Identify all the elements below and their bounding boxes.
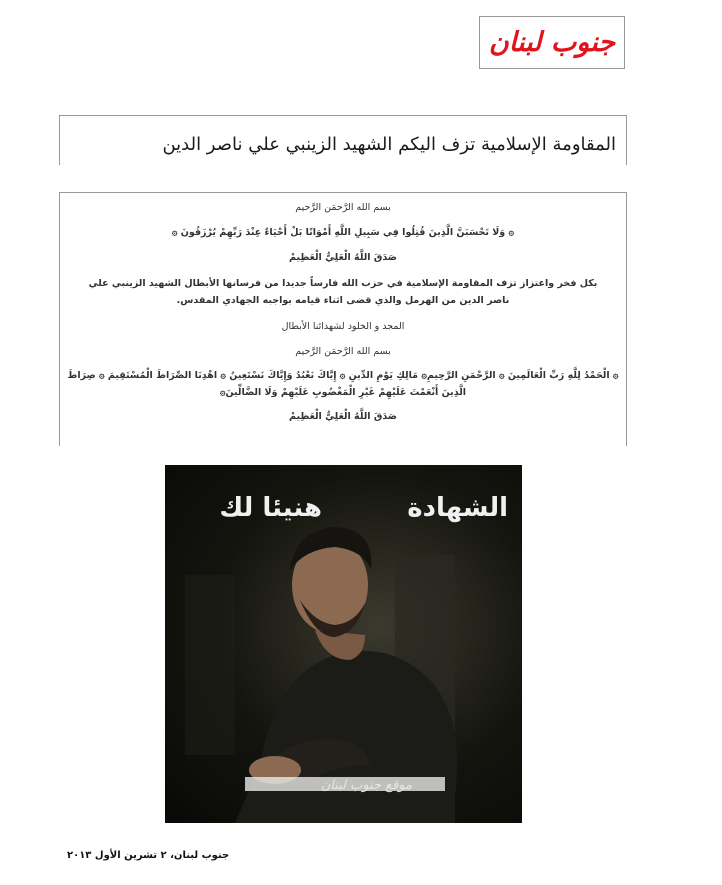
article-title-box xyxy=(59,115,627,165)
photo-caption-martyrdom: الشهادة xyxy=(407,493,508,523)
site-logo[interactable] xyxy=(479,16,625,69)
quran-verse-1: ۞ وَلَا تَحْسَبَنَّ الَّذِينَ قُتِلُوا فِي سَبِيلِ اللَّهِ أَمْوَاتًا بَلْ أَحْيَاءٌ عِنْدَ رَبِّهِمْ يُرْزَقُونَ ۞ xyxy=(171,227,515,238)
page-footer: جنوب لبنان، ٢ تشرين الأول ٢٠١٣ xyxy=(67,850,230,861)
basmala-2: بسم الله الرَّحمَن الرَّحيم xyxy=(295,346,391,357)
basmala-1: بسم الله الرَّحمَن الرَّحيم xyxy=(295,202,391,213)
photo-caption-congrats: هنيئا لك xyxy=(219,493,322,523)
sadaqa-1: صَدَقَ اللَّهُ الْعَلِيُّ الْعَظِيمْ xyxy=(289,252,397,263)
announcement-paragraph: بكل فخر واعتزاز تزف المقاومة الإسلامية في حزب الله فارساً جديدا من فرسانها الأبطال الشهيد الزينبي علي ناصر الدين من الهرمل والذي قضى اثناء قيامه بواجبه الجهادي المقدس. xyxy=(88,278,598,306)
fatiha-verse: ۞ الْحَمْدُ لِلَّهِ رَبِّ الْعَالَمِينَ ۞ الرَّحْمَنِ الرَّحِيمِ۞ مَالِكِ يَوْمِ الدِّينِ ۞ إِيَّاكَ نَعْبُدُ وَإِيَّاكَ نَسْتَعِينُ ۞ اهْدِنَا الصِّرَاطَ الْمُسْتَقِيمَ ۞ صِرَاطَ الَّذِينَ أَنْعَمْتَ عَلَيْهِمْ غَيْرِ الْمَغْضُوبِ عَلَيْهِمْ وَلَا الضَّالِّينَ۞ xyxy=(67,370,619,398)
article-body xyxy=(59,192,627,446)
site-logo-text: جنوب لبنان xyxy=(488,27,616,58)
sadaqa-2: صَدَقَ اللَّهُ الْعَلِيُّ الْعَظِيمْ xyxy=(289,411,397,422)
photo-watermark: موقع جنوب لبنان xyxy=(320,778,412,793)
martyr-photo xyxy=(165,465,522,823)
glory-line: المجد و الخلود لشهدائنا الأبطال xyxy=(281,321,405,332)
article-title: المقاومة الإسلامية تزف اليكم الشهيد الزينبي علي ناصر الدين xyxy=(162,134,616,155)
